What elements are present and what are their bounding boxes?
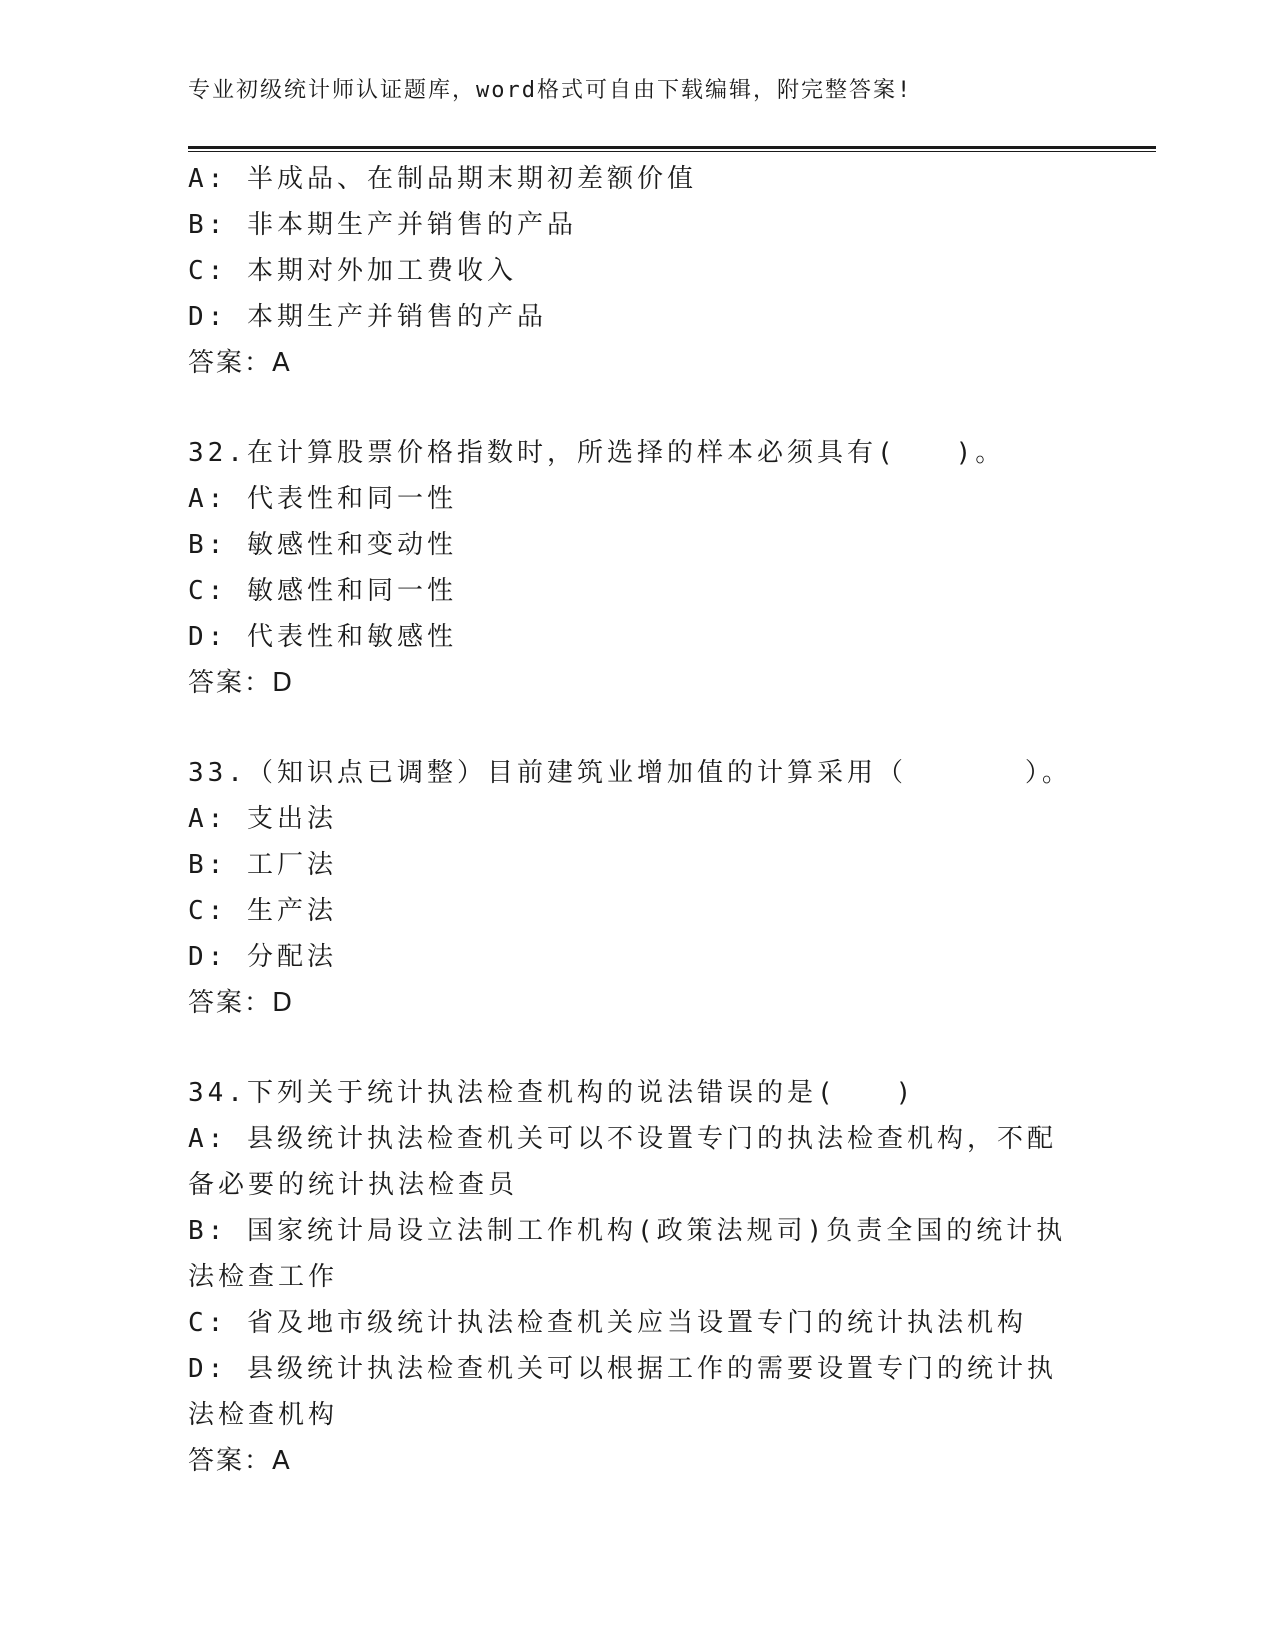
question-33 (188, 750, 1078, 1026)
answer-line: 答案：A (188, 348, 292, 378)
option-a: A: 代表性和同一性 (188, 484, 457, 514)
option-b: B: 工厂法 (188, 850, 337, 880)
option-b: B: 非本期生产并销售的产品 (188, 210, 577, 240)
option-c: C: 省及地市级统计执法检查机关应当设置专门的统计执法机构 (188, 1308, 1027, 1338)
option-b: B: 国家统计局设立法制工作机构(政策法规司)负责全国的统计执法检查工作 (188, 1216, 1067, 1292)
question-stem: 34.下列关于统计执法检查机构的说法错误的是( ) (188, 1078, 916, 1108)
spacer (188, 706, 1078, 750)
spacer (188, 1026, 1078, 1070)
answer-line: 答案：A (188, 1446, 292, 1476)
question-31 (188, 156, 1078, 386)
spacer (188, 386, 1078, 430)
answer-line: 答案：D (188, 668, 295, 698)
option-d: D: 分配法 (188, 942, 337, 972)
question-34 (188, 1070, 1078, 1484)
option-a: A: 县级统计执法检查机关可以不设置专门的执法检查机构，不配备必要的统计执法检查员 (188, 1124, 1057, 1200)
question-stem: 33.（知识点已调整）目前建筑业增加值的计算采用（ ）。 (188, 758, 1072, 788)
header-divider (188, 146, 1156, 152)
option-d: D: 县级统计执法检查机关可以根据工作的需要设置专门的统计执法检查机构 (188, 1354, 1057, 1430)
option-d: D: 本期生产并销售的产品 (188, 302, 547, 332)
question-stem: 32.在计算股票价格指数时，所选择的样本必须具有( )。 (188, 438, 1006, 468)
option-c: C: 本期对外加工费收入 (188, 256, 517, 286)
option-a: A: 半成品、在制品期末期初差额价值 (188, 164, 697, 194)
option-c: C: 敏感性和同一性 (188, 576, 457, 606)
page-header: 专业初级统计师认证题库，word格式可自由下载编辑，附完整答案! (188, 78, 913, 103)
option-d: D: 代表性和敏感性 (188, 622, 457, 652)
option-b: B: 敏感性和变动性 (188, 530, 457, 560)
option-c: C: 生产法 (188, 896, 337, 926)
option-a: A: 支出法 (188, 804, 337, 834)
document-body (188, 156, 1078, 1484)
question-32 (188, 430, 1078, 706)
answer-line: 答案：D (188, 988, 295, 1018)
